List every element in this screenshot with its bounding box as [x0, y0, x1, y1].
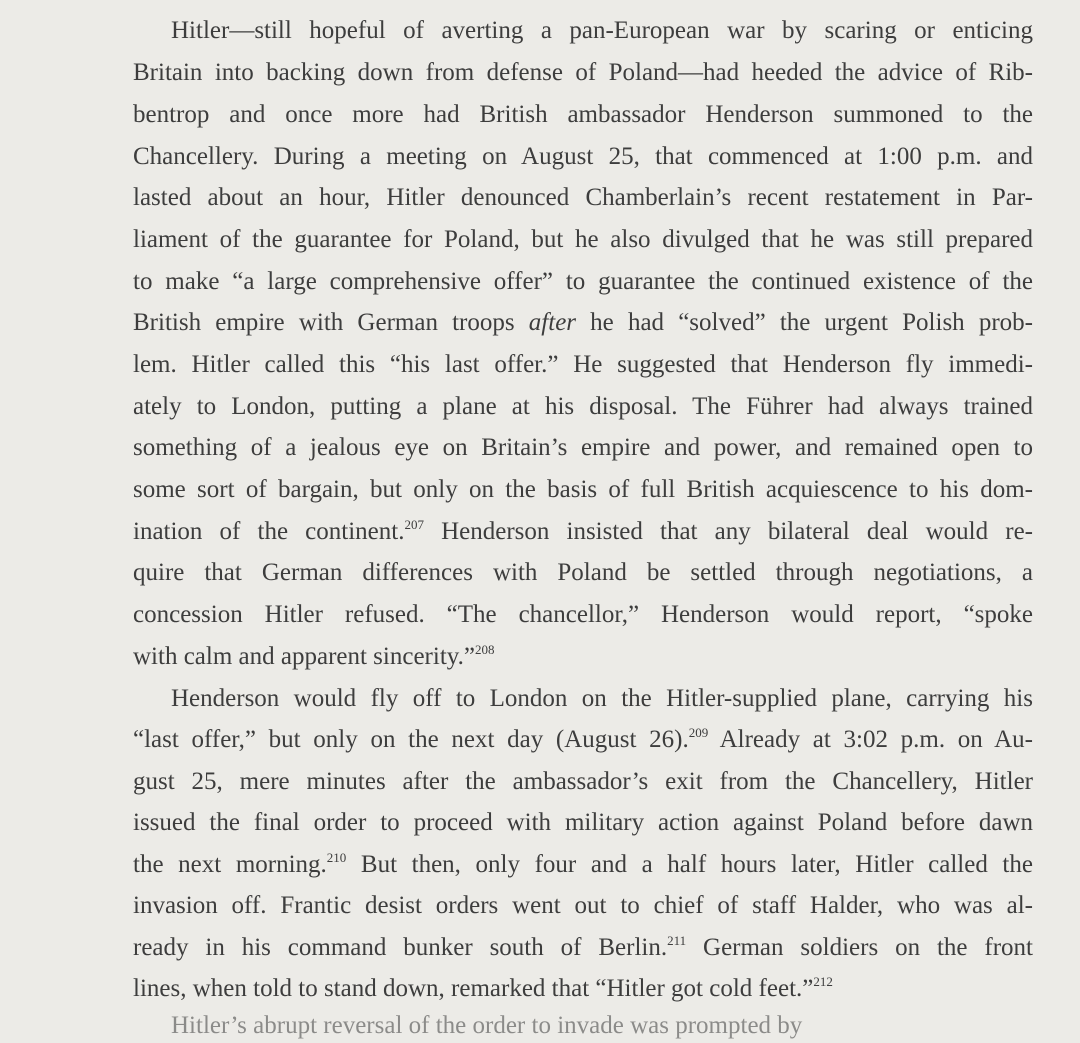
text-line	[133, 931, 1033, 965]
text-line: bentrop and once more had British ambassador Henderson summoned to the	[133, 101, 1033, 128]
text-line: Britain into backing down from defense of Poland—had heeded the advice of Rib-	[133, 59, 1033, 86]
footnote-marker[interactable]: 210	[326, 850, 347, 865]
text-segment: German soldiers on the front	[686, 934, 1033, 961]
text-line: quire that German differences with Poland be settled through negotiations, a	[133, 559, 1033, 586]
footnote-marker[interactable]: 208	[475, 642, 495, 657]
footnote-marker[interactable]: 209	[688, 725, 709, 740]
text-line: concession Hitler refused. “The chancellor,” Henderson would report, “spoke	[133, 601, 1033, 628]
text-segment: Already at 3:02 p.m. on Au-	[708, 726, 1033, 753]
text-segment: Henderson insisted that any bilateral deal would re-	[423, 518, 1033, 545]
footnote-marker[interactable]: 211	[667, 933, 687, 948]
partial-text-line: Hitler’s abrupt reversal of the order to invade was prompted by	[171, 1012, 803, 1039]
text-line	[133, 848, 1033, 882]
text-segment: the next morning.	[133, 851, 327, 878]
text-line: to make “a large comprehensive offer” to guarantee the continued existence of the	[133, 268, 1033, 295]
text-line: liament of the guarantee for Poland, but he also divulged that he was still prepared	[133, 226, 1033, 253]
text-segment: with calm and apparent sincerity.”	[133, 643, 475, 670]
text-segment: British empire with German troops	[133, 309, 529, 336]
italic-text: after	[528, 309, 577, 336]
footnote-marker[interactable]: 207	[404, 517, 424, 532]
footnote-marker[interactable]: 212	[813, 974, 833, 989]
text-line: issued the final order to proceed with military action against Poland before dawn	[133, 809, 1033, 836]
text-segment: But then, only four and a half hours later, Hitler called the	[346, 851, 1033, 878]
text-line	[133, 723, 1033, 757]
text-line: ately to London, putting a plane at his disposal. The Führer had always trained	[133, 393, 1033, 420]
text-line: gust 25, mere minutes after the ambassador’s exit from the Chancellery, Hitler	[133, 768, 1033, 795]
text-segment: ination of the continent.	[133, 518, 405, 545]
text-line	[133, 972, 1033, 1006]
text-line	[133, 515, 1033, 549]
text-line: Chancellery. During a meeting on August 25, that commenced at 1:00 p.m. and	[133, 143, 1033, 170]
text-line: Hitler—still hopeful of averting a pan-European war by scaring or enticing	[171, 17, 1033, 44]
text-line: Henderson would fly off to London on the Hitler-supplied plane, carrying his	[171, 685, 1033, 712]
text-line: lasted about an hour, Hitler denounced Chamberlain’s recent restatement in Par-	[133, 184, 1033, 211]
text-line: invasion off. Frantic desist orders went out to chief of staff Halder, who was al-	[133, 892, 1033, 919]
text-segment: “last offer,” but only on the next day (August 26).	[133, 726, 689, 753]
text-line: some sort of bargain, but only on the basis of full British acquiescence to his dom-	[133, 476, 1033, 503]
text-line	[133, 640, 1033, 674]
text-line: something of a jealous eye on Britain’s empire and power, and remained open to	[133, 434, 1033, 461]
text-line: lem. Hitler called this “his last offer.” He suggested that Henderson fly immedi-	[133, 351, 1033, 378]
text-segment: lines, when told to stand down, remarked that “Hitler got cold feet.”	[133, 975, 814, 1002]
text-segment: ready in his command bunker south of Berlin.	[133, 934, 668, 961]
text-segment: he had “solved” the urgent Polish prob-	[576, 309, 1033, 336]
text-line	[133, 306, 1033, 340]
